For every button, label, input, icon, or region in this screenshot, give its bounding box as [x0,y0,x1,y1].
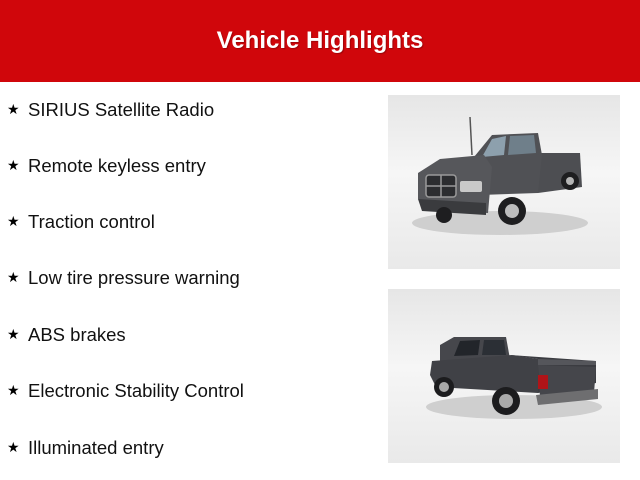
list-item [7,210,155,234]
feature-label: Low tire pressure warning [28,267,240,288]
list-item [7,323,126,347]
header-banner [0,0,640,82]
list-item [7,98,214,122]
feature-label: Illuminated entry [28,437,164,458]
truck-rear-illustration [388,289,620,463]
feature-label: Remote keyless entry [28,155,206,176]
star-icon: ★ [7,214,20,230]
list-item [7,379,244,403]
star-icon: ★ [7,440,20,456]
star-icon: ★ [7,327,20,343]
star-icon: ★ [7,158,20,174]
feature-label: Electronic Stability Control [28,380,244,401]
truck-front-illustration [388,95,620,269]
list-item [7,154,206,178]
vehicle-photo-front[interactable] [388,95,620,269]
star-icon: ★ [7,383,20,399]
star-icon: ★ [7,270,20,286]
feature-label: SIRIUS Satellite Radio [28,99,215,120]
feature-label: ABS brakes [28,324,126,345]
feature-label: Traction control [28,211,155,232]
star-icon: ★ [7,102,20,118]
list-item [7,436,164,460]
vehicle-photo-rear[interactable] [388,289,620,463]
list-item [7,266,240,290]
page-title: Vehicle Highlights [216,27,424,54]
